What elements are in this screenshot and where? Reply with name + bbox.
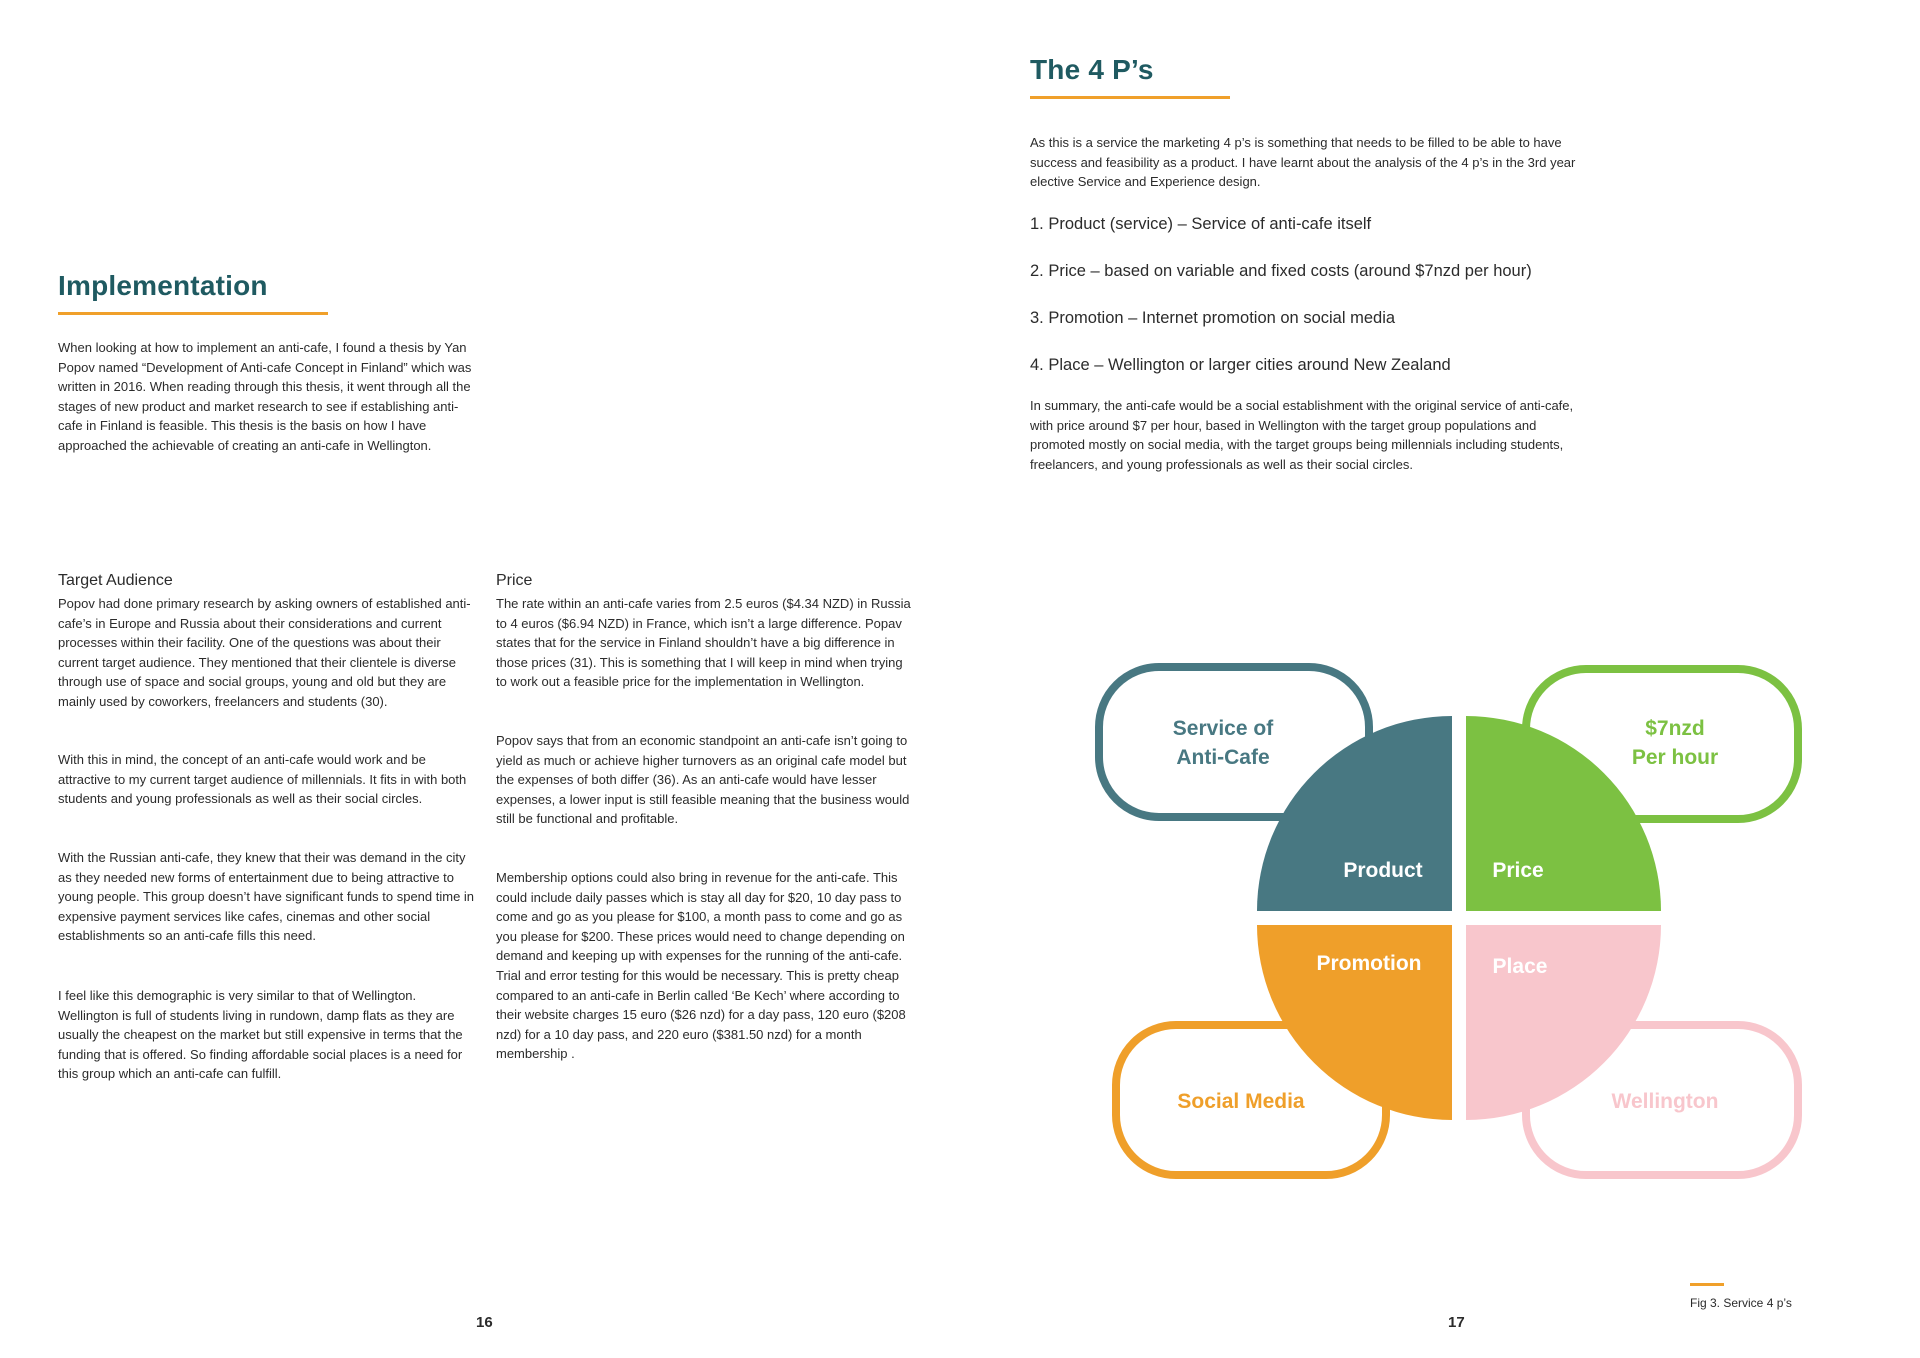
four-ps-intro: As this is a service the marketing 4 p’s is something that needs to be filled to be able to have success and feasibility as a product. I have learnt about the analysis of the 4 p’s in the 3rd year elective Service and Experience design. (1030, 135, 1576, 190)
promotion-label: Promotion (1316, 952, 1422, 975)
four-ps-list-item: 4. Place – Wellington or larger cities around New Zealand (1030, 356, 1451, 374)
product-label: Product (1343, 859, 1423, 882)
four-ps-list (1030, 214, 1532, 402)
price-paragraph: Popov says that from an economic standpoint an anti-cafe isn’t going to yield as much or achieve higher turnovers as an original cafe model but the expenses of both differ (36). As an anti-cafe would have lesser expenses, a lower input is still feasible meaning that the business would still be functional and profitable. (496, 733, 910, 827)
four-ps-summary: In summary, the anti-cafe would be a social establishment with the original service of anti-cafe, with price around $7 per hour, based in Wellington with the target group populations and promoted mostly on social media, with the target groups being millennials including students, freelancers, and young professionals as well as their social circles. (1030, 398, 1574, 472)
product-outer-label: Anti-Cafe (1176, 746, 1270, 769)
target-audience-paragraph: With this in mind, the concept of an anti-cafe would work and be attractive to my current target audience of millennials. It fits in with both students and young professionals as well as their social circles. (58, 752, 467, 807)
promotion-outer-label: Social Media (1177, 1090, 1305, 1113)
caption-rule (1690, 1283, 1724, 1286)
heading-underline (58, 312, 328, 315)
figure-caption: Fig 3. Service 4 p’s (1690, 1296, 1792, 1310)
page-number: 16 (476, 1314, 493, 1331)
place-label: Place (1492, 955, 1548, 978)
implementation-intro: When looking at how to implement an anti-cafe, I found a thesis by Yan Popov named “Development of Anti-cafe Concept in Finland” which was written in 2016. When reading through this thesis, it went through all the stages of new product and market research to see if establishing anti-cafe in Finland is feasible. This thesis is the basis on how I have approached the achievable of creating an anti-cafe in Wellington. (58, 340, 472, 453)
price-outer-label: Per hour (1631, 746, 1719, 769)
price-heading: Price (496, 572, 533, 589)
price-paragraph: Membership options could also bring in revenue for the anti-cafe. This could include daily passes which is stay all day for $20, 10 day pass to come and go as you please for $100, a month pass to come and go as you please for $200. These prices would need to change depending on demand and keeping up with expenses for the running of the anti-cafe. Trial and error testing for this would be necessary. This is pretty cheap compared to an anti-cafe in Berlin called ‘Be Kech’ where according to their website charges 15 euro ($26 nzd) for a day pass, 120 euro ($208 nzd) for a 10 day pass, and 220 euro ($381.50 nzd) for a month membership . (496, 870, 906, 1062)
four-ps-list-item: 1. Product (service) – Service of anti-cafe itself (1030, 215, 1372, 233)
target-audience-paragraph: Popov had done primary research by asking owners of established anti-cafe’s in Europe and Russia about their considerations and current processes within their facility. One of the questions was about their current target audience. They mentioned that their clientele is diverse through use of space and social groups, young and old but they are mainly used by coworkers, freelancers and students (30). (58, 596, 471, 709)
product-outer-label: Service of (1172, 717, 1274, 740)
implementation-heading: Implementation (58, 270, 268, 301)
page-number: 17 (1448, 1314, 1465, 1331)
target-audience-paragraph: I feel like this demographic is very similar to that of Wellington. Wellington is full of students living in rundown, damp flats as they are usually the cheapest on the market but still expensive in terms that the funding that is offered. So finding affordable social places is a need for this group which an anti-cafe can fulfill. (58, 988, 463, 1082)
four-ps-heading: The 4 P’s (1030, 54, 1154, 85)
price-label: Price (1492, 859, 1544, 882)
target-audience-paragraph: With the Russian anti-cafe, they knew that their was demand in the city as they needed new forms of entertainment due to being attractive to young people. This group doesn’t have significant funds to spend time in expensive payment services like cafes, cinemas and other social establishments so an anti-cafe fills this need. (58, 850, 475, 944)
target-audience-heading: Target Audience (58, 572, 173, 589)
place-outer-label: Wellington (1611, 1090, 1719, 1113)
four-ps-list-item: 2. Price – based on variable and fixed costs (around $7nzd per hour) (1030, 262, 1532, 280)
four-ps-diagram (1090, 655, 1810, 1195)
price-paragraph: The rate within an anti-cafe varies from 2.5 euros ($4.34 NZD) in Russia to 4 euros ($6.94 NZD) in France, which isn’t a large difference. Popav states that for the service in Finland shouldn’t have a big difference in those prices (31). This is something that I will keep in mind when trying to work out a feasible price for the implementation in Wellington. (496, 596, 911, 690)
four-ps-list-item: 3. Promotion – Internet promotion on social media (1030, 309, 1396, 327)
price-outer-label: $7nzd (1645, 717, 1705, 740)
heading-underline (1030, 96, 1230, 99)
